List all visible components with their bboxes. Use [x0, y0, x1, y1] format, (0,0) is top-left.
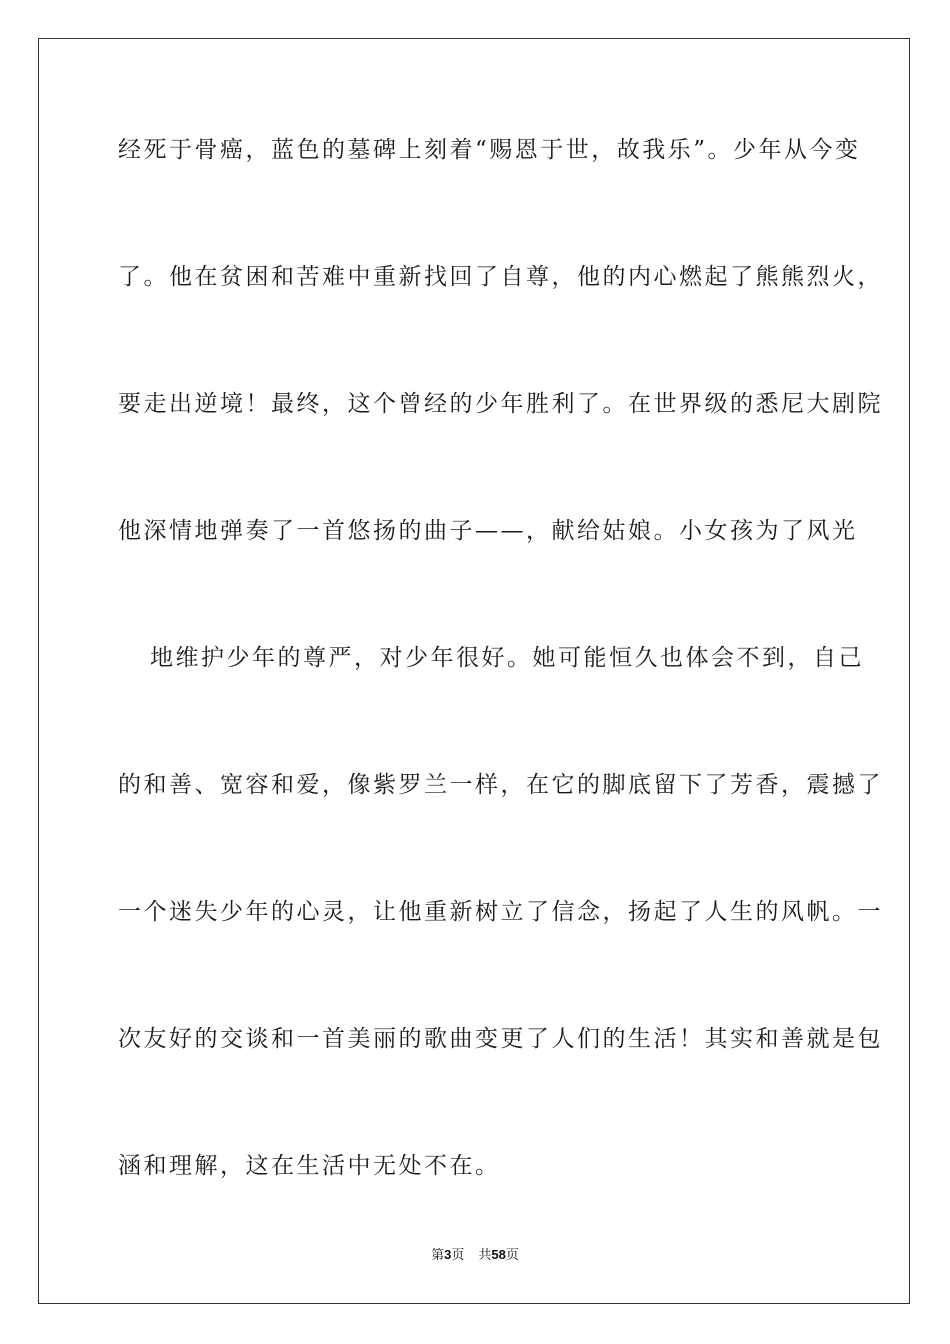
body-line-6: 的和善、宽容和爱，像紫罗兰一样，在它的脚底留下了芳香，震撼了 [118, 772, 883, 798]
total-prefix: 共 [478, 1248, 492, 1263]
body-line-7: 一个迷失少年的心灵，让他重新树立了信念，扬起了人生的风帆。一 [118, 899, 883, 925]
total-pages: 58 [491, 1247, 506, 1262]
body-line-9: 涵和理解，这在生活中无处不在。 [118, 1153, 501, 1179]
body-line-4: 他深情地弹奏了一首悠扬的曲子——，献给姑娘。小女孩为了风光 [118, 518, 858, 544]
document-body [118, 126, 883, 1269]
body-line-5: 地维护少年的尊严，对少年很好。她可能恒久也体会不到，自己 [150, 645, 864, 671]
body-line-3: 要走出逆境！最终，这个曾经的少年胜利了。在世界级的悉尼大剧院 [118, 391, 883, 417]
total-suffix: 页 [505, 1248, 519, 1263]
page-prefix: 第 [431, 1248, 445, 1263]
body-line-2: 了。他在贫困和苦难中重新找回了自尊，他的内心燃起了熊熊烈火， [118, 264, 883, 290]
page-number: 3 [444, 1247, 452, 1262]
body-line-1: 经死于骨癌，蓝色的墓碑上刻着“赐恩于世，故我乐”。少年从今变 [118, 137, 861, 163]
page-footer [0, 1246, 950, 1265]
body-line-8: 次友好的交谈和一首美丽的歌曲变更了人们的生活！其实和善就是包 [118, 1026, 883, 1052]
page-suffix: 页 [451, 1248, 465, 1263]
